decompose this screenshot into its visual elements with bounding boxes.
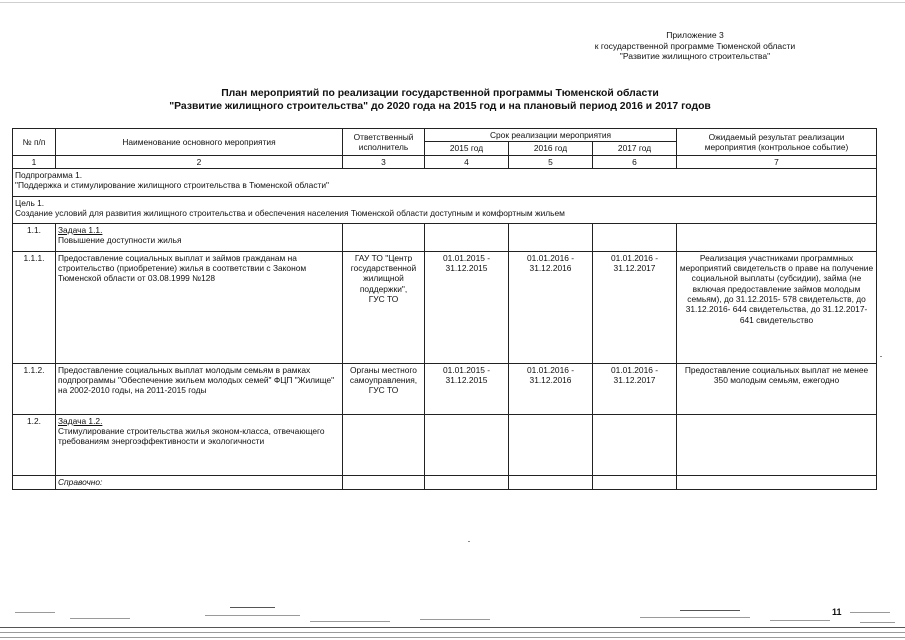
- column-number: 3: [343, 155, 425, 168]
- header-executor-line-1: Ответственный: [353, 131, 414, 142]
- column-number: 1: [13, 155, 56, 168]
- header-result-line-1: Ожидаемый результат реализации: [708, 131, 845, 142]
- row-1-1-2-period-2015: 01.01.2015 - 31.12.2015: [425, 363, 509, 414]
- empty-cell: [509, 414, 593, 475]
- scan-noise-line: [15, 612, 55, 613]
- empty-cell: [593, 414, 677, 475]
- row-1-1-1-period-2015: 01.01.2015 - 31.12.2015: [425, 251, 509, 363]
- empty-cell: [425, 223, 509, 251]
- row-1-1-1-executor: [343, 251, 425, 363]
- subprogram-cell: [13, 168, 877, 196]
- task-1-2-cell: [56, 414, 343, 475]
- row-1-1-2: [13, 363, 877, 414]
- scan-noise-line: [310, 621, 390, 622]
- empty-cell: [677, 223, 877, 251]
- empty-cell: [509, 223, 593, 251]
- header-2016: 2016 год: [509, 142, 593, 155]
- column-number: 7: [677, 155, 877, 168]
- empty-cell: [593, 475, 677, 489]
- appendix-line-2: к государственной программе Тюменской области: [594, 40, 796, 51]
- scan-noise-line: [640, 617, 750, 618]
- empty-cell: [677, 475, 877, 489]
- row-1-1-1: [13, 251, 877, 363]
- empty-cell: [425, 475, 509, 489]
- reference-label: Справочно:: [56, 475, 343, 489]
- scan-noise-line: [230, 607, 275, 608]
- appendix-note: [565, 30, 825, 62]
- header-result: [677, 129, 877, 156]
- task-1-1-row: [13, 223, 877, 251]
- scan-noise-line: [0, 637, 905, 638]
- empty-cell: [13, 475, 56, 489]
- goal-row: [13, 196, 877, 223]
- subprogram-name: "Поддержка и стимулирование жилищного строительства в Тюменской области": [15, 180, 330, 191]
- row-1-1-1-result: Реализация участниками программных мероприятий свидетельств о праве на получение социальной выплаты (субсидии), займа (не включая предоставление займов молодым семьям), до 31.12.2015- 578 свидетельств, до 31.12.2016- 644 свидетельства, до 31.12.2017- 641 свидетельство: [677, 251, 877, 363]
- header-name: Наименование основного мероприятия: [56, 129, 343, 156]
- reference-row: [13, 475, 877, 489]
- row-1-1-2-executor: Органы местного самоуправления, ГУС ТО: [343, 363, 425, 414]
- scan-noise-line: [680, 610, 740, 611]
- scan-noise-line: [0, 632, 905, 633]
- scan-speck: [880, 356, 882, 357]
- row-1-1-1-executor-line-1: ГАУ ТО "Центр государственной жилищной поддержки",: [350, 252, 417, 294]
- task-1-1-cell: [56, 223, 343, 251]
- task-1-1-num: 1.1.: [13, 223, 56, 251]
- row-1-1-1-executor-line-2: ГУС ТО: [368, 294, 399, 305]
- scan-edge-line: [0, 2, 905, 3]
- empty-cell: [677, 414, 877, 475]
- goal-cell: [13, 196, 877, 223]
- document-title: [0, 87, 880, 113]
- scan-noise-line: [70, 618, 130, 619]
- task-1-2-num: 1.2.: [13, 414, 56, 475]
- row-1-1-2-num: 1.1.2.: [13, 363, 56, 414]
- scan-noise-line: [420, 619, 490, 620]
- header-2017: 2017 год: [593, 142, 677, 155]
- appendix-line-1: Приложение 3: [666, 30, 724, 40]
- row-1-1-1-num: 1.1.1.: [13, 251, 56, 363]
- row-1-1-2-name: Предоставление социальных выплат молодым семьям в рамках подпрограммы "Обеспечение жильем молодых семей" ФЦП "Жилище" на 2002-2010 годы, на 2011-2015 годы: [56, 363, 343, 414]
- row-1-1-1-name: Предоставление социальных выплат и займов гражданам на строительство (приобретение) жилья в соответствии с Законом Тюменской области от 03.08.1999 №128: [56, 251, 343, 363]
- title-line-1: План мероприятий по реализации государственной программы Тюменской области: [221, 88, 659, 99]
- task-1-2-label: Задача 1.2.: [58, 415, 103, 426]
- scan-noise-line: [860, 622, 895, 623]
- header-result-line-2: мероприятия (контрольное событие): [704, 141, 849, 152]
- task-1-1-name: Повышение доступности жилья: [58, 235, 182, 246]
- row-1-1-2-period-2017: 01.01.2016 - 31.12.2017: [593, 363, 677, 414]
- empty-cell: [343, 414, 425, 475]
- empty-cell: [509, 475, 593, 489]
- row-1-1-1-period-2016: 01.01.2016 - 31.12.2016: [509, 251, 593, 363]
- subprogram-label: Подпрограмма 1.: [15, 169, 83, 180]
- task-1-2-name: Стимулирование строительства жилья эконом-класса, отвечающего требованиям энергоэффективности и экологичности: [58, 426, 325, 447]
- row-1-1-1-period-2017: 01.01.2016 - 31.12.2017: [593, 251, 677, 363]
- goal-label: Цель 1.: [15, 197, 45, 208]
- scan-noise-line: [770, 620, 830, 621]
- scan-speck: [468, 541, 470, 542]
- task-1-2-row: [13, 414, 877, 475]
- task-1-1-label: Задача 1.1.: [58, 224, 103, 235]
- page-number: 11: [832, 607, 842, 617]
- empty-cell: [343, 475, 425, 489]
- column-number: 4: [425, 155, 509, 168]
- title-line-2: "Развитие жилищного строительства" до 2020 года на 2015 год и на плановый период 2016 и 2017 годов: [169, 101, 711, 112]
- header-row-1: [13, 129, 877, 142]
- header-2015: 2015 год: [425, 142, 509, 155]
- header-executor-line-2: исполнитель: [358, 141, 409, 152]
- row-1-1-2-result: Предоставление социальных выплат не менее 350 молодым семьям, ежегодно: [677, 363, 877, 414]
- column-number: 6: [593, 155, 677, 168]
- column-number: 2: [56, 155, 343, 168]
- plan-table: [12, 128, 877, 490]
- scan-noise-line: [205, 615, 300, 616]
- header-period: Срок реализации мероприятия: [425, 129, 677, 142]
- goal-name: Создание условий для развития жилищного строительства и обеспечения населения Тюменской области доступным и комфортным жильем: [15, 208, 565, 219]
- scan-noise-line: [850, 612, 890, 613]
- appendix-line-3: "Развитие жилищного строительства": [619, 51, 771, 61]
- header-num: № п/п: [13, 129, 56, 156]
- header-executor: [343, 129, 425, 156]
- column-number: 5: [509, 155, 593, 168]
- column-number-row: [13, 155, 877, 168]
- empty-cell: [425, 414, 509, 475]
- subprogram-row: [13, 168, 877, 196]
- empty-cell: [593, 223, 677, 251]
- scan-noise-line: [0, 627, 905, 628]
- row-1-1-2-period-2016: 01.01.2016 - 31.12.2016: [509, 363, 593, 414]
- empty-cell: [343, 223, 425, 251]
